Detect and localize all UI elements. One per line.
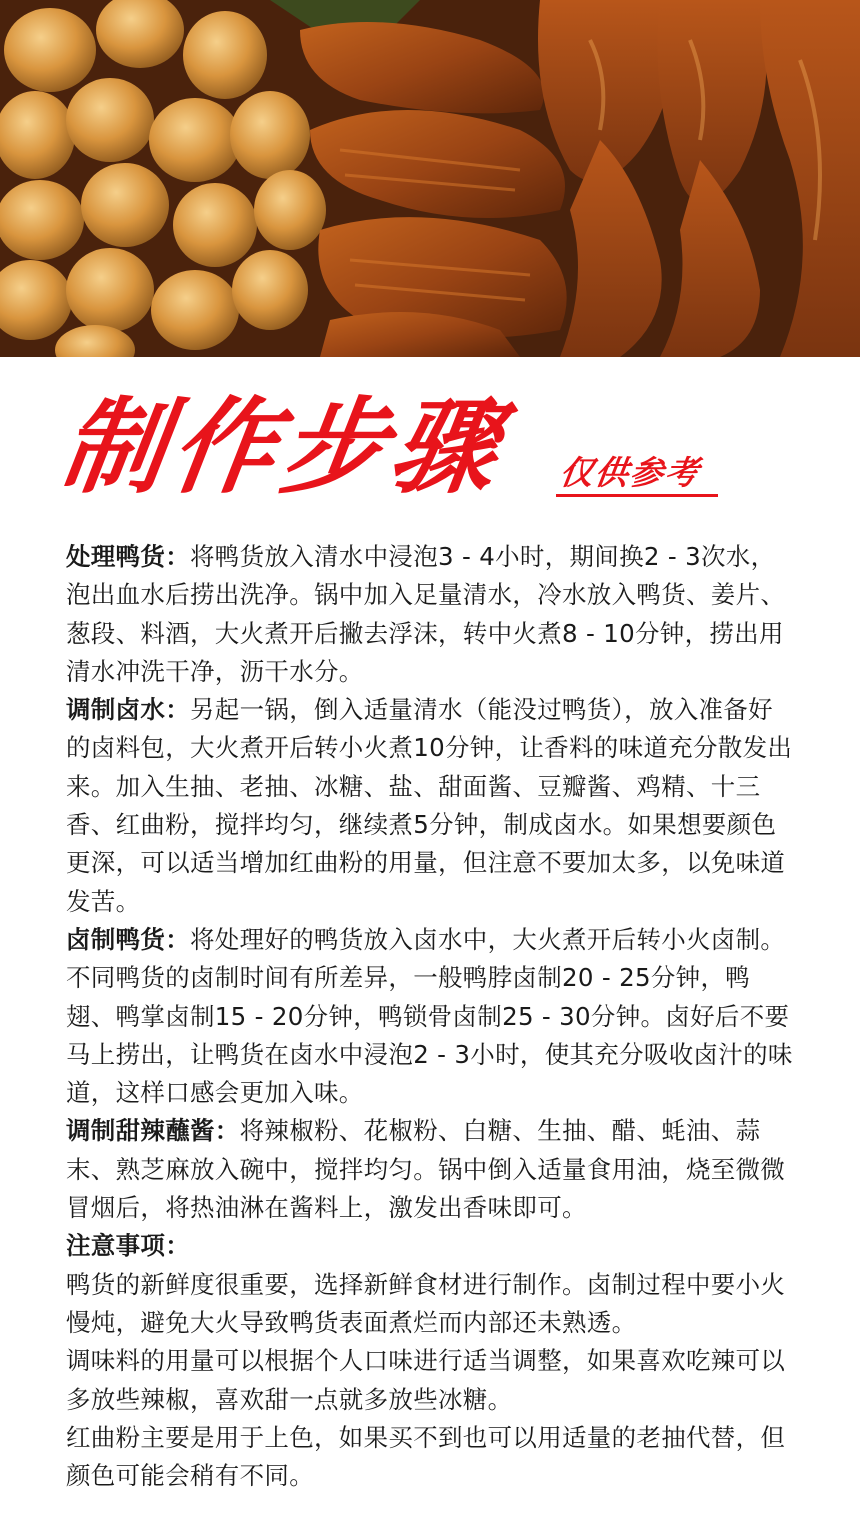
- step-dipping-sauce: [66, 1112, 796, 1227]
- step-text: 将处理好的鸭货放入卤水中，大火煮开后转小火卤制。不同鸭货的卤制时间有所差异，一般鸭脖卤制20 - 25分钟，鸭翅、鸭掌卤制15 - 20分钟，鸭锁骨卤制25 - 30分钟。卤好后不要马上捞出，让鸭货在卤水中浸泡2 - 3小时，使其充分吸收卤汁的味道，这样口感会更加入味。: [66, 924, 793, 1108]
- step-process-duck: [66, 538, 796, 691]
- step-text: 将鸭货放入清水中浸泡3 - 4小时，期间换2 - 3次水，泡出血水后捞出洗净。锅中加入足量清水，冷水放入鸭货、姜片、葱段、料酒，大火煮开后撇去浮沫，转中火煮8 - 10分钟，捞出用清水冲洗干净，沥干水分。: [66, 542, 786, 686]
- step-text: 另起一锅，倒入适量清水（能没过鸭货），放入准备好的卤料包，大火煮开后转小火煮10分钟，让香料的味道充分散发出来。加入生抽、老抽、冰糖、盐、甜面酱、豆瓣酱、鸡精、十三香、红曲粉，搅拌均匀，继续煮5分钟，制成卤水。如果想要颜色更深，可以适当增加红曲粉的用量，但注意不要加太多，以免味道发苦。: [66, 695, 793, 916]
- title-banner: [0, 357, 860, 517]
- braised-duck-illustration: [0, 0, 860, 357]
- note-item: 调味料的用量可以根据个人口味进行适当调整，如果喜欢吃辣可以多放些辣椒，喜欢甜一点就多放些冰糖。: [66, 1346, 786, 1414]
- recipe-steps: [66, 538, 796, 1495]
- step-label: 调制甜辣蘸酱：: [66, 1116, 240, 1146]
- notes-heading: 注意事项：: [66, 1231, 190, 1261]
- page-title: 制作步骤: [53, 386, 511, 508]
- title-subtitle: 仅供参考: [557, 453, 703, 492]
- note-item: 红曲粉主要是用于上色，如果买不到也可以用适量的老抽代替，但颜色可能会稍有不同。: [66, 1422, 786, 1491]
- step-braise-duck: [66, 921, 796, 1112]
- subtitle-underline: [556, 494, 718, 497]
- hero-food-photo: [0, 0, 860, 357]
- step-label: 调制卤水：: [66, 695, 190, 725]
- step-prepare-brine: [66, 691, 796, 921]
- step-text: 将辣椒粉、花椒粉、白糖、生抽、醋、蚝油、蒜末、熟芝麻放入碗中，搅拌均匀。锅中倒入适量食用油，烧至微微冒烟后，将热油淋在酱料上，激发出香味即可。: [66, 1116, 786, 1223]
- step-label: 处理鸭货：: [66, 542, 190, 571]
- step-label: 卤制鸭货：: [66, 924, 190, 954]
- note-item: 鸭货的新鲜度很重要，选择新鲜食材进行制作。卤制过程中要小火慢炖，避免大火导致鸭货表面煮烂而内部还未熟透。: [66, 1269, 786, 1337]
